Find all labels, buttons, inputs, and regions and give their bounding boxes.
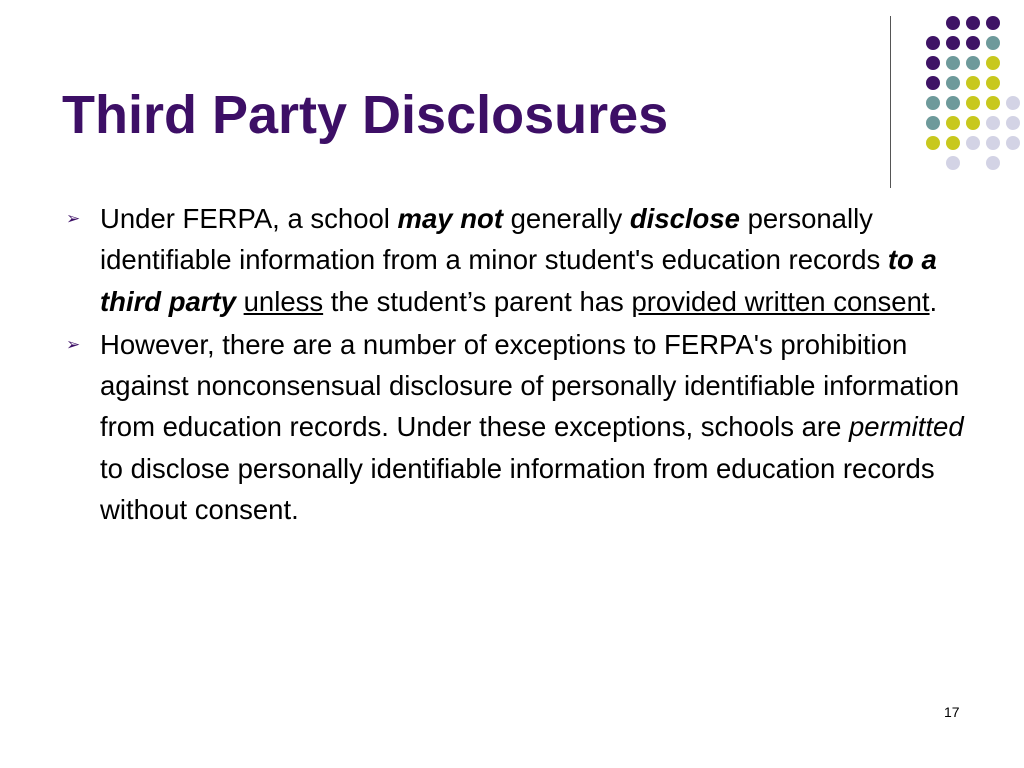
decorative-dot <box>966 76 980 90</box>
decorative-dot <box>946 156 960 170</box>
arrow-bullet-icon: ➢ <box>66 209 81 228</box>
underline-written-consent: provided written consent <box>631 285 930 317</box>
decorative-dot <box>966 56 980 70</box>
decorative-dot <box>946 116 960 130</box>
decorative-dot <box>986 136 1000 150</box>
decorative-dot <box>946 136 960 150</box>
decorative-dot <box>926 116 940 130</box>
text-run <box>236 286 244 317</box>
decorative-dot <box>946 76 960 90</box>
slide-title: Third Party Disclosures <box>62 85 669 145</box>
decorative-dot <box>1006 116 1020 130</box>
decorative-dot <box>986 96 1000 110</box>
decorative-dot <box>986 156 1000 170</box>
emphasis-may-not: may not <box>397 203 503 234</box>
page-number: 17 <box>944 704 960 720</box>
emphasis-third-party: to a third party <box>100 244 937 317</box>
decorative-dot <box>986 116 1000 130</box>
emphasis-disclose: disclose <box>629 203 740 234</box>
decorative-dot <box>946 36 960 50</box>
decorative-dot <box>1006 96 1020 110</box>
bullet-text <box>100 203 937 317</box>
decorative-dot <box>926 36 940 50</box>
bullet-text <box>100 329 964 525</box>
decorative-dot <box>966 36 980 50</box>
decorative-divider-line <box>890 16 891 188</box>
text-run: Under FERPA, a school <box>100 203 398 234</box>
decorative-dot <box>946 56 960 70</box>
decorative-dot <box>986 36 1000 50</box>
decorative-dot <box>926 56 940 70</box>
text-run: generally <box>502 203 630 234</box>
decorative-dot <box>986 16 1000 30</box>
decorative-dot <box>926 136 940 150</box>
arrow-bullet-icon: ➢ <box>66 334 81 354</box>
decorative-dot <box>986 56 1000 70</box>
decorative-dot <box>966 96 980 110</box>
bullet-list <box>62 198 982 532</box>
text-run: the student’s parent has <box>323 285 632 317</box>
decorative-dot <box>966 116 980 130</box>
bullet-item-exceptions <box>62 324 982 530</box>
text-run: personally identifiable information from a minor student's education records <box>100 203 888 276</box>
decorative-dot <box>966 16 980 30</box>
text-run: to disclose personally identifiable information from education records without consent. <box>100 452 935 526</box>
decorative-dot <box>926 96 940 110</box>
decorative-dot <box>946 96 960 110</box>
underline-unless: unless <box>243 285 324 317</box>
decorative-dot <box>1006 136 1020 150</box>
decorative-dot <box>926 76 940 90</box>
text-run: However, there are a number of exceptions to FERPA's prohibition against nonconsensual disclosure of personally identifiable information from education records. Under these exceptions, schools are <box>100 328 960 443</box>
decorative-dot <box>946 16 960 30</box>
bullet-item-ferpa-rule <box>62 198 982 322</box>
decorative-dot <box>966 136 980 150</box>
decorative-dot <box>986 76 1000 90</box>
emphasis-permitted: permitted <box>849 411 964 443</box>
text-run: . <box>929 285 938 317</box>
